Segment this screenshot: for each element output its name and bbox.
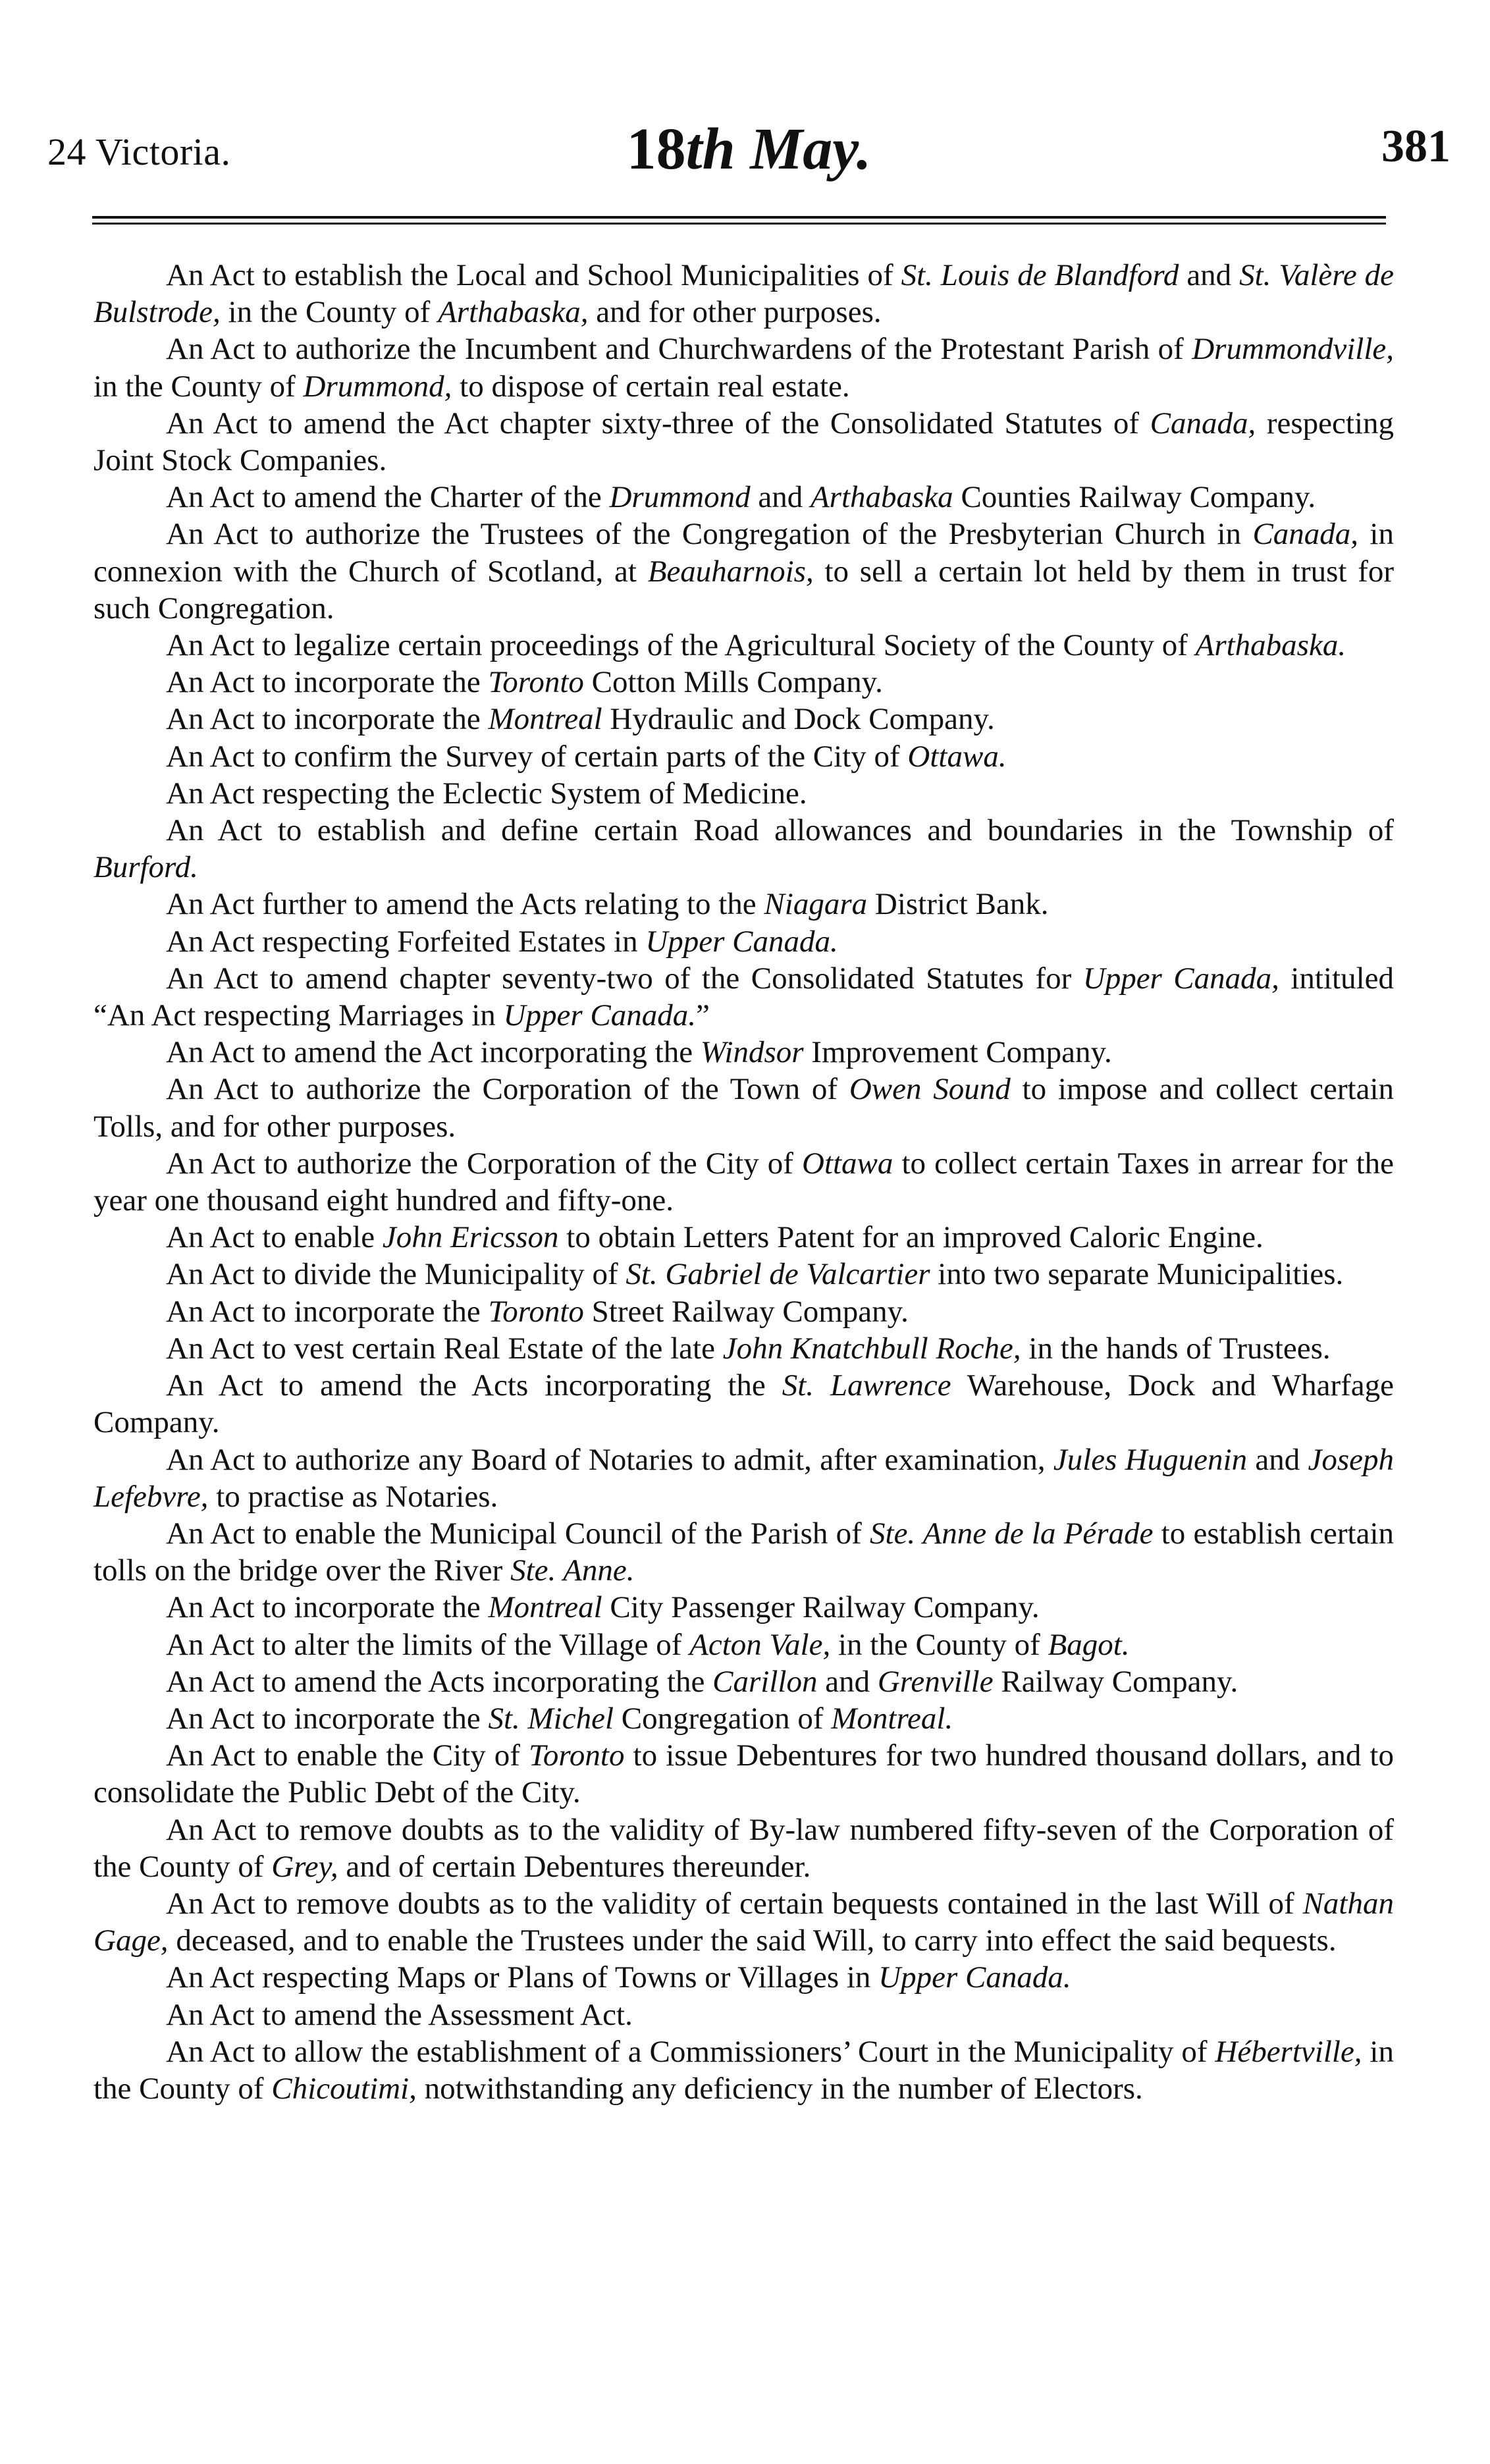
act-italic-text: St. Louis de Blandford	[901, 258, 1179, 292]
act-italic-text: Ottawa.	[907, 739, 1007, 774]
act-italic-text: Arthabaska,	[438, 295, 589, 330]
act-text: and	[1247, 1442, 1308, 1477]
act-entry	[93, 479, 1394, 516]
act-text: An Act to authorize the Corporation of the Town of	[166, 1072, 849, 1107]
act-text: An Act to establish and define certain Road allowances and boundaries in the Township of	[166, 813, 1394, 848]
act-text: An Act respecting the Eclectic System of Medicine.	[166, 776, 807, 811]
act-entry	[93, 1034, 1394, 1071]
act-text: notwithstanding any deficiency in the number of Electors.	[416, 2071, 1143, 2106]
act-italic-text: Beauharnois,	[647, 554, 814, 589]
act-italic-text: Owen Sound	[849, 1072, 1011, 1107]
act-text: Counties Railway Company.	[953, 480, 1316, 515]
act-italic-text: St. Lawrence	[782, 1368, 951, 1403]
act-italic-text: Bagot.	[1048, 1627, 1130, 1662]
act-text: to impose and collect certain Tolls, and for other purposes.	[93, 1072, 1395, 1144]
act-text: An Act to authorize any Board of Notaries to admit, after examination,	[166, 1442, 1053, 1477]
header-rule-top	[92, 216, 1386, 219]
act-entry	[93, 1145, 1394, 1219]
act-text: Railway Company.	[993, 1664, 1238, 1699]
act-entry	[93, 2033, 1394, 2107]
act-italic-text: Arthabaska.	[1195, 628, 1346, 663]
act-italic-text: Niagara	[764, 887, 868, 922]
act-entry	[93, 1071, 1394, 1144]
act-text: and for other purposes.	[588, 295, 882, 330]
act-text: An Act to amend the Act incorporating the	[166, 1035, 701, 1070]
act-text: An Act to divide the Municipality of	[166, 1257, 626, 1292]
act-entry	[93, 1330, 1394, 1367]
act-text: in the County of	[830, 1627, 1048, 1662]
act-text: An Act to remove doubts as to the validity of By-law numbered fifty-seven of the Corporation of the County of	[93, 1812, 1394, 1884]
act-text: respecting Joint Stock Companies.	[93, 406, 1395, 478]
act-text: Congregation of	[614, 1701, 832, 1736]
act-text: An Act to enable the Municipal Council of the Parish of	[166, 1516, 870, 1551]
page-number: 381	[1381, 121, 1450, 172]
act-text: An Act to legalize certain proceedings of the Agricultural Society of the County of	[166, 628, 1196, 663]
act-italic-text: Canada,	[1252, 517, 1359, 552]
act-italic-text: Ste. Anne.	[510, 1553, 635, 1588]
act-text: and	[750, 480, 811, 515]
act-entry	[93, 1959, 1394, 1996]
act-text: An Act to allow the establishment of a Commissioners’ Court in the Municipality of	[166, 2034, 1215, 2069]
act-text: and of certain Debentures thereunder.	[338, 1849, 811, 1884]
act-entry	[93, 1663, 1394, 1700]
act-text: Warehouse, Dock and Wharfage Company.	[93, 1368, 1394, 1440]
act-text: Street Railway Company.	[583, 1294, 909, 1329]
act-text: in the hands of Trustees.	[1021, 1331, 1331, 1366]
act-text: intituled “An Act respecting Marriages in	[93, 961, 1395, 1033]
act-text: An Act to authorize the Trustees of the Congregation of the Presbyterian Church in	[166, 517, 1253, 552]
act-entry	[93, 886, 1394, 923]
regnal-year: 24 Victoria.	[47, 130, 231, 173]
act-italic-text: Ottawa	[802, 1146, 893, 1181]
act-text: to dispose of certain real estate.	[452, 369, 850, 404]
act-text: An Act to enable the City of	[166, 1738, 529, 1773]
act-text: in connexion with the Church of Scotland, at	[93, 517, 1394, 589]
act-text: deceased, and to enable the Trustees under the said Will, to carry into effect the said bequests.	[168, 1923, 1337, 1958]
act-text: An Act to incorporate the	[166, 702, 489, 737]
act-italic-text: Acton Vale,	[689, 1627, 831, 1662]
act-italic-text: Joseph Lefebvre,	[93, 1442, 1394, 1514]
act-entry	[93, 812, 1394, 886]
act-entry	[93, 1996, 1394, 2033]
act-text: to collect certain Taxes in arrear for the year one thousand eight hundred and fifty-one.	[93, 1146, 1395, 1218]
act-italic-text: Montreal	[488, 1590, 602, 1625]
act-italic-text: Jules Huguenin	[1053, 1442, 1248, 1477]
act-italic-text: Montreal.	[831, 1701, 953, 1736]
act-text: into two separate Municipalities.	[930, 1257, 1344, 1292]
act-text: An Act to alter the limits of the Village of	[166, 1627, 690, 1662]
act-entry	[93, 738, 1394, 775]
act-text: to establish certain tolls on the bridge over the River	[93, 1516, 1395, 1588]
act-entry	[93, 1811, 1394, 1885]
act-text: An Act to remove doubts as to the validity of certain bequests contained in the last Will of	[166, 1886, 1303, 1921]
act-italic-text: Carillon	[712, 1664, 818, 1699]
act-text: An Act to vest certain Real Estate of the late	[166, 1331, 723, 1366]
act-text: An Act to amend the Acts incorporating the	[166, 1664, 713, 1699]
act-italic-text: Canada,	[1150, 406, 1256, 441]
act-text: to obtain Letters Patent for an improved Caloric Engine.	[558, 1220, 1264, 1255]
act-italic-text: St. Valère de Bulstrode,	[93, 258, 1394, 330]
act-italic-text: Hébertville,	[1215, 2034, 1362, 2069]
act-italic-text: Toronto	[529, 1738, 625, 1773]
act-entry	[93, 405, 1394, 479]
act-text: to issue Debentures for two hundred thousand dollars, and to consolidate the Public Debt of the City.	[93, 1738, 1394, 1810]
act-text: An Act to amend the Assessment Act.	[166, 1997, 633, 2032]
act-entry	[93, 1256, 1394, 1293]
act-text: An Act to amend chapter seventy-two of the Consolidated Statutes for	[166, 961, 1083, 996]
act-text: An Act respecting Maps or Plans of Towns or Villages in	[166, 1960, 879, 1995]
act-text: City Passenger Railway Company.	[602, 1590, 1040, 1625]
act-text: An Act to enable	[166, 1220, 383, 1255]
act-text: in the County of	[93, 369, 304, 404]
act-entry	[93, 1367, 1394, 1441]
act-entry	[93, 664, 1394, 701]
act-text: in the County of	[220, 295, 439, 330]
act-text: An Act further to amend the Acts relating to the	[166, 887, 764, 922]
page-date	[47, 115, 1450, 183]
act-text: An Act to incorporate the	[166, 1294, 489, 1329]
act-text: An Act to amend the Act chapter sixty-three of the Consolidated Statutes of	[166, 406, 1150, 441]
act-italic-text: Upper Canada.	[645, 924, 838, 959]
act-italic-text: Burford.	[93, 850, 198, 885]
act-text: An Act to amend the Acts incorporating the	[166, 1368, 782, 1403]
act-italic-text: Drummondville,	[1192, 332, 1394, 367]
act-entry	[93, 1885, 1394, 1959]
act-entry	[93, 1626, 1394, 1663]
act-entry	[93, 516, 1394, 627]
act-entry	[93, 1293, 1394, 1330]
act-italic-text: Upper Canada,	[1082, 961, 1279, 996]
act-entry	[93, 331, 1394, 404]
header-rule-bottom	[92, 223, 1386, 225]
act-text: An Act to incorporate the	[166, 1590, 489, 1625]
act-italic-text: Chicoutimi,	[271, 2071, 417, 2106]
act-text: in the County of	[93, 2034, 1394, 2106]
act-entry	[93, 1219, 1394, 1256]
act-text: An Act respecting Forfeited Estates in	[166, 924, 646, 959]
act-italic-text: Windsor	[700, 1035, 804, 1070]
act-italic-text: John Knatchbull Roche,	[722, 1331, 1021, 1366]
act-entry	[93, 1441, 1394, 1515]
act-text: An Act to authorize the Corporation of the City of	[166, 1146, 802, 1181]
page-header	[47, 115, 1450, 188]
act-text: Improvement Company.	[803, 1035, 1112, 1070]
act-italic-text: Montreal	[488, 702, 602, 737]
act-text: District Bank.	[867, 887, 1049, 922]
date-month: th May.	[685, 117, 872, 182]
act-entry	[93, 701, 1394, 737]
act-entry	[93, 960, 1394, 1034]
act-italic-text: Arthabaska	[810, 480, 953, 515]
acts-list	[93, 257, 1394, 2107]
act-text: and	[817, 1664, 878, 1699]
act-text: An Act to confirm the Survey of certain parts of the City of	[166, 739, 908, 774]
act-italic-text: Nathan Gage,	[93, 1886, 1394, 1958]
act-italic-text: Toronto	[488, 1294, 584, 1329]
act-entry	[93, 1737, 1394, 1811]
act-italic-text: Upper Canada.	[878, 1960, 1071, 1995]
act-text: Cotton Mills Company.	[583, 665, 883, 700]
act-italic-text: Upper Canada.	[503, 998, 696, 1033]
act-text: ”	[696, 998, 710, 1033]
act-italic-text: Toronto	[488, 665, 584, 700]
act-text: An Act to incorporate the	[166, 665, 489, 700]
act-italic-text: Drummond,	[303, 369, 452, 404]
date-day: 18	[626, 117, 686, 182]
act-entry	[93, 775, 1394, 812]
act-entry	[93, 627, 1394, 664]
act-italic-text: St. Michel	[488, 1701, 614, 1736]
act-text: to sell a certain lot held by them in trust for such Congregation.	[93, 554, 1395, 626]
act-text: An Act to authorize the Incumbent and Churchwardens of the Protestant Parish of	[166, 332, 1192, 367]
act-italic-text: St. Gabriel de Valcartier	[625, 1257, 930, 1292]
act-entry	[93, 923, 1394, 960]
act-entry	[93, 1589, 1394, 1626]
act-text: An Act to incorporate the	[166, 1701, 489, 1736]
act-text: An Act to establish the Local and School Municipalities of	[166, 258, 901, 292]
act-italic-text: John Ericsson	[382, 1220, 559, 1255]
act-italic-text: Ste. Anne de la Pérade	[870, 1516, 1154, 1551]
act-text: and	[1179, 258, 1240, 292]
act-italic-text: Grenville	[877, 1664, 994, 1699]
act-entry	[93, 257, 1394, 331]
act-entry	[93, 1700, 1394, 1737]
act-entry	[93, 1515, 1394, 1589]
act-italic-text: Grey,	[271, 1849, 338, 1884]
act-text: Hydraulic and Dock Company.	[602, 702, 995, 737]
act-italic-text: Drummond	[609, 480, 751, 515]
act-text: An Act to amend the Charter of the	[166, 480, 610, 515]
act-text: to practise as Notaries.	[208, 1479, 498, 1514]
